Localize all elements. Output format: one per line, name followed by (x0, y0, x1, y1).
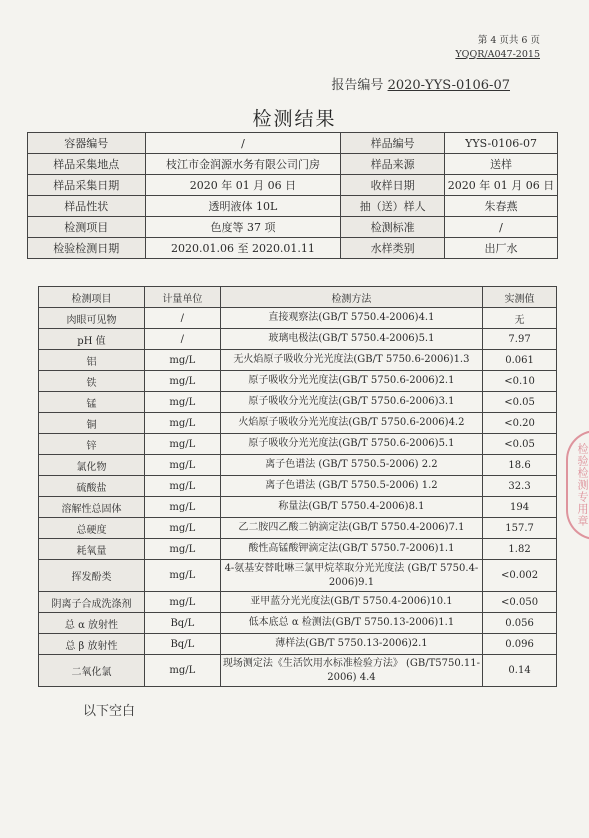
result-item: 铝 (39, 350, 145, 371)
result-item: 铜 (39, 413, 145, 434)
result-unit: mg/L (144, 518, 220, 539)
result-row (39, 634, 557, 655)
result-item: 挥发酚类 (39, 560, 145, 592)
result-value: <0.10 (483, 371, 557, 392)
result-row (39, 592, 557, 613)
header-unit: 计量单位 (144, 287, 220, 308)
result-row (39, 308, 557, 329)
result-unit: mg/L (144, 497, 220, 518)
result-method: 火焰原子吸收分光光度法(GB/T 5750.6-2006)4.2 (220, 413, 482, 434)
report-number-label: 报告编号 (331, 78, 384, 93)
result-item: pH 值 (39, 329, 145, 350)
result-value: 0.096 (483, 634, 557, 655)
result-value: <0.20 (483, 413, 557, 434)
result-value: 18.6 (483, 455, 557, 476)
result-unit: mg/L (144, 455, 220, 476)
info-label: 检验检测日期 (28, 238, 146, 259)
info-row (28, 217, 558, 238)
info-label: 样品性状 (28, 196, 146, 217)
result-unit: mg/L (144, 655, 220, 687)
info-value: / (145, 133, 341, 154)
results-table (38, 286, 557, 687)
result-unit: mg/L (144, 434, 220, 455)
info-value: 送样 (445, 154, 558, 175)
info-label: 检测项目 (28, 217, 146, 238)
info-label: 收样日期 (341, 175, 445, 196)
result-unit: Bq/L (144, 634, 220, 655)
result-item: 耗氧量 (39, 539, 145, 560)
result-item: 肉眼可见物 (39, 308, 145, 329)
result-value: 32.3 (483, 476, 557, 497)
info-value: 朱春燕 (445, 196, 558, 217)
result-method: 原子吸收分光光度法(GB/T 5750.6-2006)2.1 (220, 371, 482, 392)
info-label: 水样类别 (341, 238, 445, 259)
result-unit: mg/L (144, 350, 220, 371)
result-row (39, 434, 557, 455)
header-value: 实测值 (483, 287, 557, 308)
result-item: 锌 (39, 434, 145, 455)
info-value: 出厂水 (445, 238, 558, 259)
result-method: 无火焰原子吸收分光光度法(GB/T 5750.6-2006)1.3 (220, 350, 482, 371)
result-value: <0.002 (483, 560, 557, 592)
info-label: 样品采集日期 (28, 175, 146, 196)
info-value: / (445, 217, 558, 238)
result-row (39, 560, 557, 592)
results-header-row (39, 287, 557, 308)
result-method: 低本底总 α 检测法(GB/T 5750.13-2006)1.1 (220, 613, 482, 634)
sample-info-table (27, 132, 558, 259)
page-info (420, 34, 540, 62)
result-method: 乙二胺四乙酸二钠滴定法(GB/T 5750.4-2006)7.1 (220, 518, 482, 539)
result-row (39, 350, 557, 371)
info-value: 透明液体 10L (145, 196, 341, 217)
result-unit: / (144, 329, 220, 350)
blank-note: 以下空白 (83, 704, 136, 719)
info-label: 容器编号 (28, 133, 146, 154)
result-item: 氯化物 (39, 455, 145, 476)
result-item: 总硬度 (39, 518, 145, 539)
result-row (39, 329, 557, 350)
result-value: 7.97 (483, 329, 557, 350)
result-method: 离子色谱法 (GB/T 5750.5-2006) 2.2 (220, 455, 482, 476)
result-method: 原子吸收分光光度法(GB/T 5750.6-2006)3.1 (220, 392, 482, 413)
report-number-value: 2020-YYS-0106-07 (387, 78, 510, 93)
result-row (39, 392, 557, 413)
info-label: 检测标准 (341, 217, 445, 238)
result-value: 1.82 (483, 539, 557, 560)
info-row (28, 154, 558, 175)
result-unit: mg/L (144, 560, 220, 592)
info-value: 2020 年 01 月 06 日 (145, 175, 341, 196)
official-seal (566, 430, 589, 540)
result-unit: mg/L (144, 476, 220, 497)
result-unit: Bq/L (144, 613, 220, 634)
seal-text: 检验检测专用章 (576, 443, 589, 527)
result-unit: mg/L (144, 539, 220, 560)
result-value: <0.05 (483, 434, 557, 455)
result-value: <0.05 (483, 392, 557, 413)
result-method: 薄样法(GB/T 5750.13-2006)2.1 (220, 634, 482, 655)
result-unit: mg/L (144, 592, 220, 613)
info-value: 色度等 37 项 (145, 217, 341, 238)
result-item: 总 β 放射性 (39, 634, 145, 655)
info-row (28, 175, 558, 196)
result-item: 铁 (39, 371, 145, 392)
result-unit: mg/L (144, 392, 220, 413)
result-item: 二氧化氯 (39, 655, 145, 687)
info-row (28, 196, 558, 217)
result-method: 酸性高锰酸钾滴定法(GB/T 5750.7-2006)1.1 (220, 539, 482, 560)
info-row (28, 238, 558, 259)
document-code: YQQR/A047-2015 (455, 49, 540, 60)
result-value: 157.7 (483, 518, 557, 539)
page-number: 第 4 页共 6 页 (477, 35, 540, 46)
result-value: 无 (483, 308, 557, 329)
result-unit: mg/L (144, 371, 220, 392)
info-value: 枝江市金润源水务有限公司门房 (145, 154, 341, 175)
result-method: 原子吸收分光光度法(GB/T 5750.6-2006)5.1 (220, 434, 482, 455)
result-value: 0.056 (483, 613, 557, 634)
result-method: 现场测定法《生活饮用水标准检验方法》 (GB/T5750.11-2006) 4.4 (220, 655, 482, 687)
report-number (290, 74, 510, 93)
info-label: 样品采集地点 (28, 154, 146, 175)
info-label: 抽（送）样人 (341, 196, 445, 217)
result-row (39, 413, 557, 434)
info-value: 2020 年 01 月 06 日 (445, 175, 558, 196)
result-method: 玻璃电极法(GB/T 5750.4-2006)5.1 (220, 329, 482, 350)
info-label: 样品来源 (341, 154, 445, 175)
info-value: 2020.01.06 至 2020.01.11 (145, 238, 341, 259)
info-value: YYS-0106-07 (445, 133, 558, 154)
result-value: 194 (483, 497, 557, 518)
result-row (39, 497, 557, 518)
result-row (39, 518, 557, 539)
result-item: 总 α 放射性 (39, 613, 145, 634)
result-row (39, 655, 557, 687)
result-value: 0.14 (483, 655, 557, 687)
result-method: 直接观察法(GB/T 5750.4-2006)4.1 (220, 308, 482, 329)
header-item: 检测项目 (39, 287, 145, 308)
result-row (39, 455, 557, 476)
result-value: <0.050 (483, 592, 557, 613)
result-method: 离子色谱法 (GB/T 5750.5-2006) 1.2 (220, 476, 482, 497)
result-value: 0.061 (483, 350, 557, 371)
info-row (28, 133, 558, 154)
result-method: 称量法(GB/T 5750.4-2006)8.1 (220, 497, 482, 518)
result-unit: mg/L (144, 413, 220, 434)
header-method: 检测方法 (220, 287, 482, 308)
result-row (39, 371, 557, 392)
result-row (39, 539, 557, 560)
result-row (39, 613, 557, 634)
result-unit: / (144, 308, 220, 329)
info-label: 样品编号 (341, 133, 445, 154)
result-item: 锰 (39, 392, 145, 413)
result-item: 溶解性总固体 (39, 497, 145, 518)
result-row (39, 476, 557, 497)
result-method: 4-氨基安替吡啉三氯甲烷萃取分光光度法 (GB/T 5750.4-2006)9.1 (220, 560, 482, 592)
result-item: 硫酸盐 (39, 476, 145, 497)
result-item: 阴离子合成洗涤剂 (39, 592, 145, 613)
result-method: 亚甲蓝分光光度法(GB/T 5750.4-2006)10.1 (220, 592, 482, 613)
page-title: 检测结果 (252, 108, 337, 130)
